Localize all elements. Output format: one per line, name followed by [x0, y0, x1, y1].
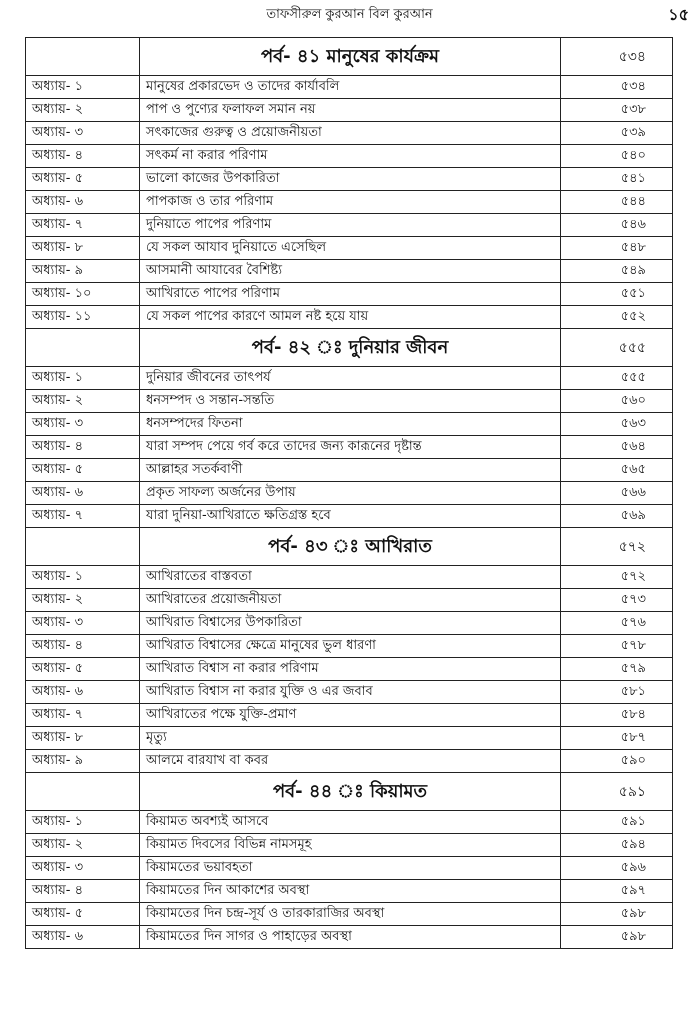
chapter-label: অধ্যায়- ৫	[26, 168, 140, 191]
chapter-row	[26, 926, 673, 949]
chapter-title: প্রকৃত সাফল্য অর্জনের উপায়	[140, 482, 561, 505]
chapter-row	[26, 750, 673, 773]
chapter-title: ধনসম্পদের ফিতনা	[140, 413, 561, 436]
part-heading-row	[26, 773, 673, 811]
chapter-row	[26, 880, 673, 903]
part-label-cell	[26, 773, 140, 811]
chapter-row	[26, 436, 673, 459]
chapter-label: অধ্যায়- ১	[26, 367, 140, 390]
chapter-row	[26, 635, 673, 658]
chapter-row	[26, 505, 673, 528]
chapter-page: ৫৪৬	[561, 214, 673, 237]
chapter-label: অধ্যায়- ৬	[26, 482, 140, 505]
chapter-page: ৫৩৮	[561, 99, 673, 122]
chapter-label: অধ্যায়- ৬	[26, 191, 140, 214]
chapter-title: আখিরাতে পাপের পরিণাম	[140, 283, 561, 306]
chapter-label: অধ্যায়- ৬	[26, 681, 140, 704]
chapter-row	[26, 191, 673, 214]
chapter-label: অধ্যায়- ১	[26, 76, 140, 99]
chapter-title: যে সকল পাপের কারণে আমল নষ্ট হয়ে যায়	[140, 306, 561, 329]
part-title: পর্ব- ৪৪ ঃ কিয়ামত	[140, 773, 561, 811]
chapter-title: আখিরাতের পক্ষে যুক্তি-প্রমাণ	[140, 704, 561, 727]
part-page: ৫৭২	[561, 528, 673, 566]
chapter-page: ৫৪৯	[561, 260, 673, 283]
chapter-label: অধ্যায়- ৫	[26, 903, 140, 926]
part-heading-row	[26, 528, 673, 566]
chapter-label: অধ্যায়- ১১	[26, 306, 140, 329]
chapter-page: ৫৮৪	[561, 704, 673, 727]
chapter-page: ৫৯৮	[561, 903, 673, 926]
chapter-label: অধ্যায়- ৪	[26, 436, 140, 459]
toc-body	[26, 38, 673, 949]
chapter-row	[26, 681, 673, 704]
chapter-title: যে সকল আযাব দুনিয়াতে এসেছিল	[140, 237, 561, 260]
chapter-label: অধ্যায়- ৭	[26, 505, 140, 528]
part-title: পর্ব- ৪২ ঃ দুনিয়ার জীবন	[140, 329, 561, 367]
part-title: পর্ব- ৪৩ ঃ আখিরাত	[140, 528, 561, 566]
chapter-title: আখিরাতের বাস্তবতা	[140, 566, 561, 589]
chapter-label: অধ্যায়- ৩	[26, 612, 140, 635]
chapter-row	[26, 237, 673, 260]
chapter-page: ৫৩৯	[561, 122, 673, 145]
chapter-page: ৫৬৯	[561, 505, 673, 528]
chapter-label: অধ্যায়- ৮	[26, 237, 140, 260]
chapter-title: দুনিয়াতে পাপের পরিণাম	[140, 214, 561, 237]
chapter-page: ৫৫২	[561, 306, 673, 329]
chapter-title: কিয়ামত অবশ্যই আসবে	[140, 811, 561, 834]
chapter-title: ভালো কাজের উপকারিতা	[140, 168, 561, 191]
chapter-page: ৫৬৫	[561, 459, 673, 482]
chapter-page: ৫৬৬	[561, 482, 673, 505]
chapter-row	[26, 459, 673, 482]
chapter-label: অধ্যায়- ২	[26, 834, 140, 857]
chapter-title: পাপ ও পুণ্যের ফলাফল সমান নয়	[140, 99, 561, 122]
chapter-label: অধ্যায়- ৯	[26, 260, 140, 283]
chapter-label: অধ্যায়- ১০	[26, 283, 140, 306]
chapter-row	[26, 589, 673, 612]
chapter-label: অধ্যায়- ৭	[26, 214, 140, 237]
chapter-label: অধ্যায়- ৩	[26, 413, 140, 436]
chapter-row	[26, 727, 673, 750]
chapter-page: ৫৫১	[561, 283, 673, 306]
chapter-page: ৫৬৩	[561, 413, 673, 436]
chapter-row	[26, 834, 673, 857]
chapter-title: যারা দুনিয়া-আখিরাতে ক্ষতিগ্রস্ত হবে	[140, 505, 561, 528]
chapter-row	[26, 857, 673, 880]
chapter-page: ৫৯৭	[561, 880, 673, 903]
chapter-label: অধ্যায়- ২	[26, 589, 140, 612]
chapter-title: কিয়ামত দিবসের বিভিন্ন নামসমূহ	[140, 834, 561, 857]
chapter-label: অধ্যায়- ৪	[26, 145, 140, 168]
page-number: ১৫	[668, 5, 689, 24]
table-of-contents	[25, 37, 673, 949]
chapter-page: ৫৬০	[561, 390, 673, 413]
chapter-label: অধ্যায়- ৪	[26, 880, 140, 903]
chapter-row	[26, 390, 673, 413]
chapter-title: কিয়ামতের দিন সাগর ও পাহাড়ের অবস্থা	[140, 926, 561, 949]
chapter-title: আলমে বারযাখ বা কবর	[140, 750, 561, 773]
chapter-label: অধ্যায়- ১	[26, 811, 140, 834]
chapter-title: আখিরাত বিশ্বাস না করার পরিণাম	[140, 658, 561, 681]
part-page: ৫৫৫	[561, 329, 673, 367]
chapter-row	[26, 811, 673, 834]
chapter-row	[26, 903, 673, 926]
chapter-row	[26, 658, 673, 681]
chapter-row	[26, 306, 673, 329]
part-page: ৫৯১	[561, 773, 673, 811]
chapter-title: সৎকর্ম না করার পরিণাম	[140, 145, 561, 168]
part-label-cell	[26, 38, 140, 76]
chapter-row	[26, 367, 673, 390]
page-header	[0, 4, 699, 30]
chapter-title: মৃত্যু	[140, 727, 561, 750]
chapter-row	[26, 145, 673, 168]
chapter-label: অধ্যায়- ৩	[26, 857, 140, 880]
chapter-row	[26, 566, 673, 589]
chapter-row	[26, 168, 673, 191]
chapter-title: ধনসম্পদ ও সন্তান-সন্ততি	[140, 390, 561, 413]
chapter-row	[26, 76, 673, 99]
chapter-title: আখিরাত বিশ্বাসের ক্ষেত্রে মানুষের ভুল ধারণা	[140, 635, 561, 658]
chapter-title: পাপকাজ ও তার পরিণাম	[140, 191, 561, 214]
chapter-row	[26, 122, 673, 145]
chapter-title: কিয়ামতের দিন আকাশের অবস্থা	[140, 880, 561, 903]
chapter-title: মানুষের প্রকারভেদ ও তাদের কার্যাবলি	[140, 76, 561, 99]
chapter-row	[26, 612, 673, 635]
chapter-title: আসমানী আযাবের বৈশিষ্ট্য	[140, 260, 561, 283]
chapter-row	[26, 704, 673, 727]
chapter-page: ৫৪৮	[561, 237, 673, 260]
chapter-page: ৫৯৮	[561, 926, 673, 949]
chapter-page: ৫৯৬	[561, 857, 673, 880]
chapter-page: ৫৮৭	[561, 727, 673, 750]
chapter-label: অধ্যায়- ৬	[26, 926, 140, 949]
chapter-page: ৫৩৪	[561, 76, 673, 99]
chapter-label: অধ্যায়- ৭	[26, 704, 140, 727]
chapter-page: ৫৭৩	[561, 589, 673, 612]
chapter-title: কিয়ামতের ভয়াবহতা	[140, 857, 561, 880]
part-heading-row	[26, 38, 673, 76]
chapter-page: ৫৯৪	[561, 834, 673, 857]
chapter-page: ৫৯১	[561, 811, 673, 834]
chapter-page: ৫৭৯	[561, 658, 673, 681]
chapter-row	[26, 283, 673, 306]
chapter-label: অধ্যায়- ৫	[26, 658, 140, 681]
part-label-cell	[26, 528, 140, 566]
chapter-title: যারা সম্পদ পেয়ে গর্ব করে তাদের জন্য কারূনের দৃষ্টান্ত	[140, 436, 561, 459]
part-label-cell	[26, 329, 140, 367]
chapter-title: আখিরাত বিশ্বাস না করার যুক্তি ও এর জবাব	[140, 681, 561, 704]
chapter-title: আখিরাত বিশ্বাসের উপকারিতা	[140, 612, 561, 635]
chapter-label: অধ্যায়- ৯	[26, 750, 140, 773]
chapter-page: ৫৭৬	[561, 612, 673, 635]
chapter-row	[26, 413, 673, 436]
chapter-page: ৫৫৫	[561, 367, 673, 390]
chapter-label: অধ্যায়- ৫	[26, 459, 140, 482]
chapter-page: ৫৪১	[561, 168, 673, 191]
chapter-label: অধ্যায়- ১	[26, 566, 140, 589]
chapter-title: আখিরাতের প্রয়োজনীয়তা	[140, 589, 561, 612]
part-title: পর্ব- ৪১ মানুষের কার্যক্রম	[140, 38, 561, 76]
chapter-label: অধ্যায়- ৩	[26, 122, 140, 145]
chapter-title: দুনিয়ার জীবনের তাৎপর্য	[140, 367, 561, 390]
chapter-row	[26, 482, 673, 505]
book-title: তাফসীরুল কুরআন বিল কুরআন	[266, 7, 433, 22]
chapter-title: সৎকাজের গুরুত্ব ও প্রয়োজনীয়তা	[140, 122, 561, 145]
chapter-title: আল্লাহর সতর্কবাণী	[140, 459, 561, 482]
chapter-label: অধ্যায়- ২	[26, 390, 140, 413]
chapter-label: অধ্যায়- ৮	[26, 727, 140, 750]
chapter-row	[26, 260, 673, 283]
chapter-page: ৫৯০	[561, 750, 673, 773]
part-heading-row	[26, 329, 673, 367]
chapter-page: ৫৪৪	[561, 191, 673, 214]
chapter-title: কিয়ামতের দিন চন্দ্র-সূর্য ও তারকারাজির অবস্থা	[140, 903, 561, 926]
chapter-page: ৫৭৮	[561, 635, 673, 658]
chapter-row	[26, 99, 673, 122]
part-page: ৫৩৪	[561, 38, 673, 76]
chapter-page: ৫৭২	[561, 566, 673, 589]
chapter-page: ৫৪০	[561, 145, 673, 168]
chapter-page: ৫৬৪	[561, 436, 673, 459]
chapter-label: অধ্যায়- ২	[26, 99, 140, 122]
chapter-label: অধ্যায়- ৪	[26, 635, 140, 658]
chapter-row	[26, 214, 673, 237]
chapter-page: ৫৮১	[561, 681, 673, 704]
